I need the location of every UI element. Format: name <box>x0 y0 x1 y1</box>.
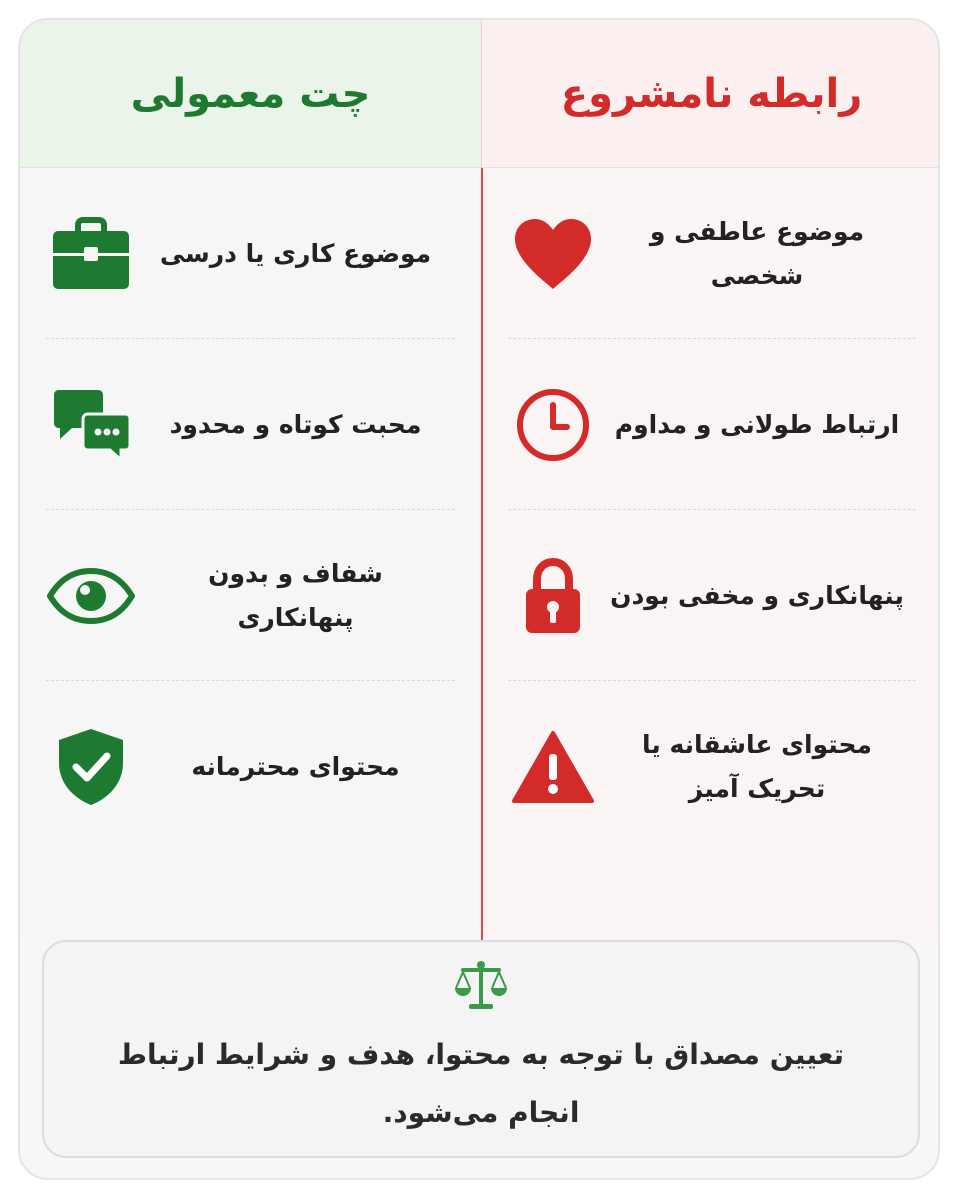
normal-item-label: محبت کوتاه و محدود <box>169 409 422 439</box>
warning-icon <box>508 722 598 812</box>
normal-item <box>46 339 455 510</box>
scales-icon <box>453 960 509 1012</box>
briefcase-icon <box>46 209 136 299</box>
normal-item-label: محتوای محترمانه <box>191 751 400 781</box>
shield-check-icon <box>46 722 136 812</box>
illicit-item-label: موضوع عاطفی و شخصی <box>649 216 865 290</box>
header-separator <box>481 20 482 168</box>
chat-bubbles-icon <box>46 380 136 470</box>
illicit-column-title: رابطه نامشروع <box>481 20 940 168</box>
note-box <box>42 940 920 1158</box>
illicit-item <box>508 339 916 510</box>
column-divider <box>481 168 483 940</box>
heart-icon <box>508 209 598 299</box>
normal-column-title: چت معمولی <box>20 20 481 168</box>
clock-icon <box>508 380 598 470</box>
lock-icon <box>508 551 598 641</box>
illicit-item-label: پنهانکاری و مخفی بودن <box>610 580 904 610</box>
comparison-card <box>18 18 940 1180</box>
normal-column <box>20 168 481 940</box>
normal-item <box>46 168 455 339</box>
normal-item-label: شفاف و بدون پنهانکاری <box>208 558 383 632</box>
illicit-item-label: ارتباط طولانی و مداوم <box>614 409 900 439</box>
eye-icon <box>46 551 136 641</box>
illicit-item <box>508 681 916 852</box>
illicit-column <box>482 168 940 940</box>
illicit-item <box>508 510 916 681</box>
normal-item-label: موضوع کاری یا درسی <box>159 238 432 268</box>
note-text: تعیین مصداق با توجه به محتوا، هدف و شرایط ارتباط انجام می‌شود. <box>117 1038 845 1129</box>
illicit-item <box>508 168 916 339</box>
normal-item <box>46 510 455 681</box>
normal-item <box>46 681 455 852</box>
illicit-item-label: محتوای عاشقانه یا تحریک آمیز <box>641 729 873 803</box>
